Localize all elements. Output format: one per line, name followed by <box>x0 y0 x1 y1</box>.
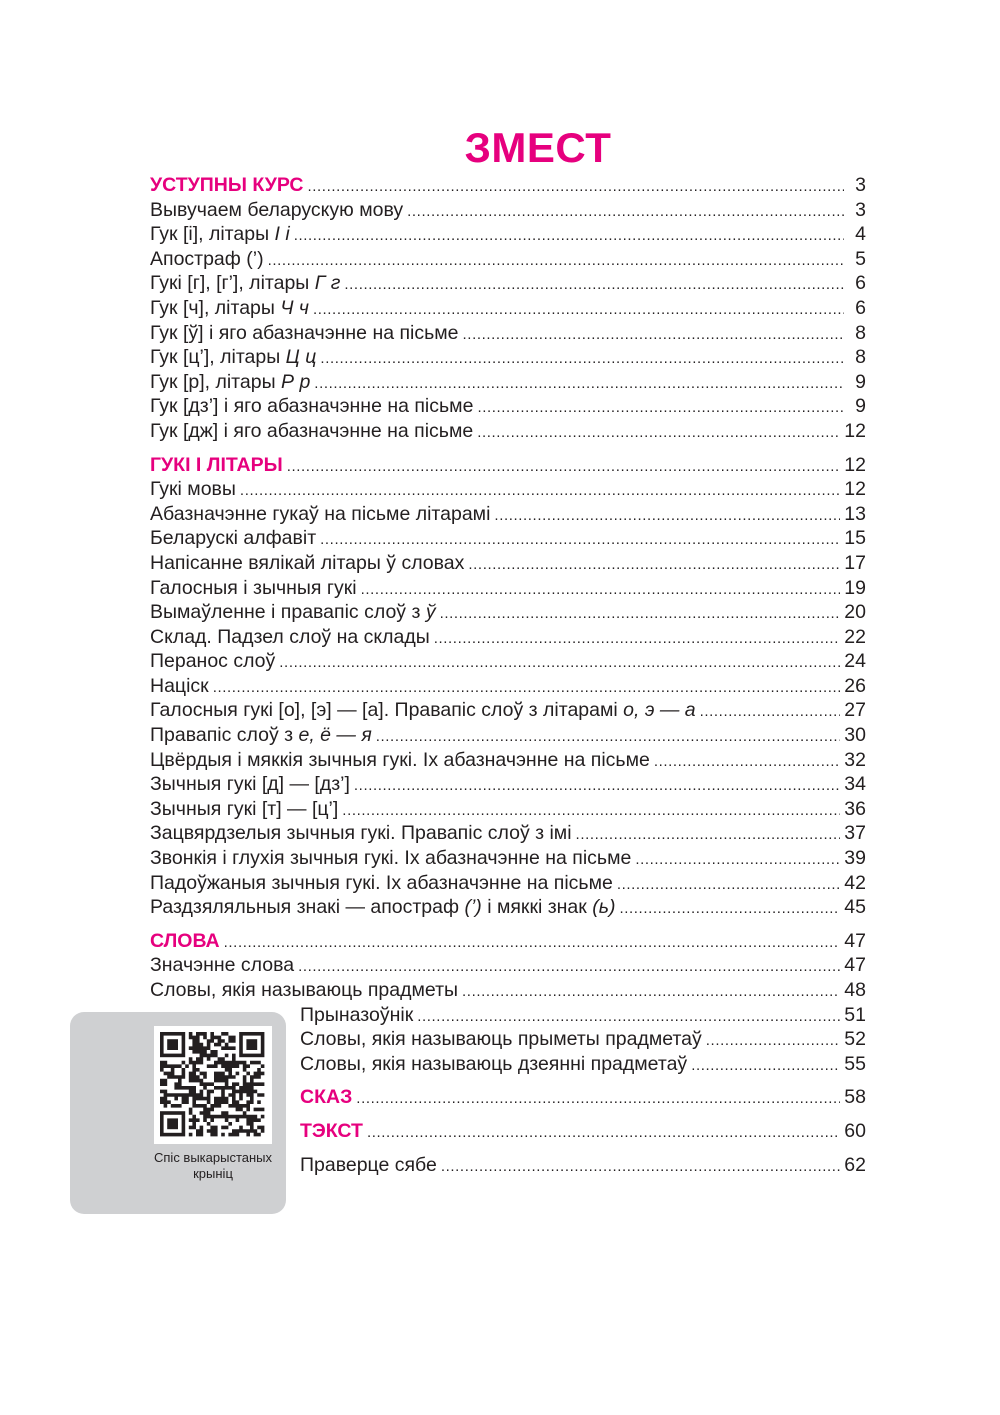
dot-leader <box>313 297 844 320</box>
toc-page-number: 12 <box>844 453 866 476</box>
toc-section-heading[interactable] <box>150 930 866 955</box>
toc-section-heading[interactable] <box>150 174 866 199</box>
toc-entry[interactable] <box>150 724 866 749</box>
toc-entry-label: Гук [і], літары І і <box>150 223 290 246</box>
toc-page-number: 3 <box>855 198 866 221</box>
toc-entry-label: СКАЗ <box>300 1086 353 1109</box>
toc-entry-label: Гукі мовы <box>150 478 236 501</box>
dot-leader <box>356 1086 840 1109</box>
toc-section-heading[interactable] <box>300 1086 866 1111</box>
toc-entry[interactable] <box>150 322 866 347</box>
toc-entry-label: Беларускі алфавіт <box>150 527 317 550</box>
page-title: ЗМЕСТ <box>464 124 612 171</box>
dot-leader <box>477 395 844 418</box>
toc-page-number: 39 <box>844 847 866 870</box>
toc-page-number: 47 <box>844 929 866 952</box>
toc-entry-label: ГУКІ І ЛІТАРЫ <box>150 453 283 476</box>
toc-entry[interactable] <box>150 577 866 602</box>
dot-leader <box>463 322 844 345</box>
toc-page-number: 62 <box>844 1153 866 1176</box>
toc-page-number: 34 <box>844 773 866 796</box>
dot-leader <box>417 1004 840 1027</box>
dot-leader <box>441 1154 840 1177</box>
toc-entry-label: Гук [дз’] і яго абазначэнне на пісьме <box>150 395 474 418</box>
toc-entry-label: Словы, якія называюць прадметы <box>150 979 459 1001</box>
toc-entry-label: Падоўжаныя зычныя гукі. Іх абазначэнне на пісьме <box>150 871 613 894</box>
dot-leader <box>635 847 840 870</box>
toc-entry-label: Значэнне слова <box>150 954 295 977</box>
dot-leader <box>700 699 841 722</box>
toc-entry[interactable] <box>300 1028 866 1053</box>
toc-page-number: 58 <box>844 1086 866 1109</box>
dot-leader <box>434 626 841 649</box>
toc-entry-label: Гук [ч], літары Ч ч <box>150 296 309 319</box>
toc-page-number: 12 <box>844 478 866 501</box>
toc-entry-label: Галосныя гукі [о], [э] — [а]. Правапіс слоў з літарамі о, э — а <box>150 699 696 722</box>
toc-entry-label: Гук [дж] і яго абазначэнне на пісьме <box>150 419 474 442</box>
toc-entry[interactable] <box>300 1154 866 1179</box>
dot-leader <box>367 1120 840 1143</box>
toc-entry[interactable] <box>150 798 866 823</box>
dot-leader <box>298 954 840 977</box>
toc-page-number: 30 <box>844 724 866 747</box>
toc-entry[interactable] <box>150 223 866 248</box>
dot-leader <box>462 979 840 1002</box>
toc-entry[interactable] <box>150 699 866 724</box>
toc-entry-label: Звонкія і глухія зычныя гукі. Іх абазначэнне на пісьме <box>150 847 632 870</box>
dot-leader <box>617 872 840 895</box>
toc-page-number: 45 <box>844 896 866 919</box>
toc-entry-label: Зычныя гукі [д] — [дз’] <box>150 773 350 796</box>
toc-section-heading[interactable] <box>150 454 866 479</box>
toc-page-number: 32 <box>844 748 866 771</box>
dot-leader <box>279 650 840 673</box>
toc-entry[interactable] <box>150 675 866 700</box>
toc-entry-label: Гук [ц’], літары Ц ц <box>150 346 317 369</box>
toc-entry-label: Абазначэнне гукаў на пісьме літарамі <box>150 502 491 525</box>
toc-entry[interactable] <box>150 552 866 577</box>
dot-leader <box>294 223 844 246</box>
toc-entry-label: Раздзяляльныя знакі — апостраф (’) і мяккі знак (ь) <box>150 896 616 919</box>
toc-entry[interactable] <box>150 248 866 273</box>
toc-entry-label: Склад. Падзел слоў на склады <box>150 625 430 648</box>
toc-entry[interactable] <box>150 297 866 322</box>
dot-leader <box>224 930 841 953</box>
toc-entry-label: Напісанне вялікай літары ў словах <box>150 551 465 574</box>
dot-leader <box>691 1053 840 1076</box>
dot-leader <box>268 248 844 271</box>
toc-entry-label: СЛОВА <box>150 929 220 952</box>
dot-leader <box>706 1028 841 1051</box>
toc-page-number: 48 <box>844 979 866 1001</box>
toc-entry-label: Апостраф (’) <box>150 247 264 270</box>
toc-entry-label: Гук [р], літары Р р <box>150 370 311 393</box>
toc-entry-label: УСТУПНЫ КУРС <box>150 174 304 196</box>
toc-entry[interactable] <box>150 872 866 897</box>
dot-leader <box>314 371 844 394</box>
toc-entry[interactable] <box>150 601 866 626</box>
dot-leader <box>576 822 841 845</box>
toc-entry[interactable] <box>150 822 866 847</box>
toc-section-heading[interactable] <box>300 1120 866 1145</box>
toc-page-number: 24 <box>844 650 866 673</box>
qr-code-icon[interactable] <box>154 1026 272 1144</box>
toc-entry[interactable] <box>150 503 866 528</box>
toc-page-number: 4 <box>855 223 866 246</box>
toc-entry-label: Праверце сябе <box>300 1153 437 1176</box>
toc-entry[interactable] <box>300 1053 866 1078</box>
toc-entry[interactable] <box>150 773 866 798</box>
toc-entry-label: Цвёрдыя і мяккія зычныя гукі. Іх абазначэнне на пісьме <box>150 748 650 771</box>
toc-page-number: 19 <box>844 576 866 599</box>
toc-page-number: 60 <box>844 1119 866 1142</box>
dot-leader <box>477 420 840 443</box>
toc-page-number: 17 <box>844 551 866 574</box>
toc-page-number: 37 <box>844 822 866 845</box>
dot-leader <box>342 798 840 821</box>
toc-entry[interactable] <box>150 979 866 1004</box>
qr-caption: Спіс выкарыстаных крыніц <box>154 1150 273 1181</box>
toc-page-number: 51 <box>844 1003 866 1026</box>
toc-page-number: 8 <box>855 346 866 369</box>
toc-entry-label: Гукі [г], [г’], літары Г г <box>150 272 341 295</box>
toc-entry-label: Вымаўленне і правапіс слоў з ў <box>150 601 436 624</box>
toc-page-number: 20 <box>844 601 866 624</box>
dot-leader <box>654 749 840 772</box>
toc-page-number: 13 <box>844 502 866 525</box>
toc-page-number: 12 <box>844 419 866 442</box>
toc-page-number: 9 <box>855 370 866 393</box>
toc-entry[interactable] <box>150 896 866 921</box>
toc-entry[interactable] <box>150 478 866 503</box>
toc-entry[interactable] <box>150 371 866 396</box>
toc-entry-label: Правапіс слоў з е, ё — я <box>150 724 372 747</box>
dot-leader <box>494 503 840 526</box>
toc-entry-label: ТЭКСТ <box>300 1119 363 1142</box>
toc-page-number: 26 <box>844 674 866 697</box>
toc-entry[interactable] <box>300 1004 866 1029</box>
toc-entry-label: Словы, якія называюць прыметы прадметаў <box>300 1028 702 1051</box>
toc-entry[interactable] <box>150 847 866 872</box>
toc-entry[interactable] <box>150 420 866 445</box>
toc-entry[interactable] <box>150 199 866 224</box>
dot-leader <box>354 773 840 796</box>
toc-entry-label: Перанос слоў <box>150 650 276 673</box>
dot-leader <box>240 478 840 501</box>
toc-page-number: 22 <box>844 625 866 648</box>
dot-leader <box>287 454 841 477</box>
toc-page-number: 27 <box>844 699 866 722</box>
toc-page-number: 8 <box>855 321 866 344</box>
toc-page-number: 52 <box>844 1028 866 1051</box>
dot-leader <box>361 577 841 600</box>
toc-entry-label: Націск <box>150 674 209 697</box>
toc-entry[interactable] <box>150 650 866 675</box>
toc-page-number: 47 <box>844 954 866 977</box>
toc-entry-label: Зычныя гукі [т] — [ц’] <box>150 797 339 820</box>
dot-leader <box>440 601 841 624</box>
toc-page-number: 55 <box>844 1052 866 1075</box>
dot-leader <box>376 724 841 747</box>
toc-entry-label: Прыназоўнік <box>300 1003 414 1026</box>
toc-page-number: 15 <box>844 527 866 550</box>
toc-entry-label: Галосныя і зычныя гукі <box>150 576 357 599</box>
toc-page-number: 6 <box>855 272 866 295</box>
toc-entry-label: Зацвярдзелыя зычныя гукі. Правапіс слоў з імі <box>150 822 572 845</box>
toc-entry-label: Вывучаем беларускую мову <box>150 198 404 221</box>
toc-entry[interactable] <box>150 395 866 420</box>
dot-leader <box>619 896 840 919</box>
toc-page-number: 5 <box>855 247 866 270</box>
toc-page-number: 6 <box>855 296 866 319</box>
toc-page-number: 9 <box>855 395 866 418</box>
qr-panel <box>70 1012 286 1214</box>
dot-leader <box>468 552 840 575</box>
dot-leader <box>213 675 841 698</box>
toc-entry-label: Гук [ў] і яго абазначэнне на пісьме <box>150 321 459 344</box>
dot-leader <box>344 272 844 295</box>
toc-entry[interactable] <box>150 346 866 371</box>
toc-entry[interactable] <box>150 527 866 552</box>
toc-page-number: 36 <box>844 797 866 820</box>
toc-page-number: 42 <box>844 871 866 894</box>
toc-entry[interactable] <box>150 749 866 774</box>
dot-leader <box>320 527 840 550</box>
dot-leader <box>308 174 845 197</box>
dot-leader <box>320 346 844 369</box>
toc-entry[interactable] <box>150 626 866 651</box>
toc-page-number: 3 <box>855 174 866 196</box>
toc-entry[interactable] <box>150 954 866 979</box>
toc-entry[interactable] <box>150 272 866 297</box>
toc-entry-label: Словы, якія называюць дзеянні прадметаў <box>300 1052 688 1075</box>
dot-leader <box>407 199 844 222</box>
